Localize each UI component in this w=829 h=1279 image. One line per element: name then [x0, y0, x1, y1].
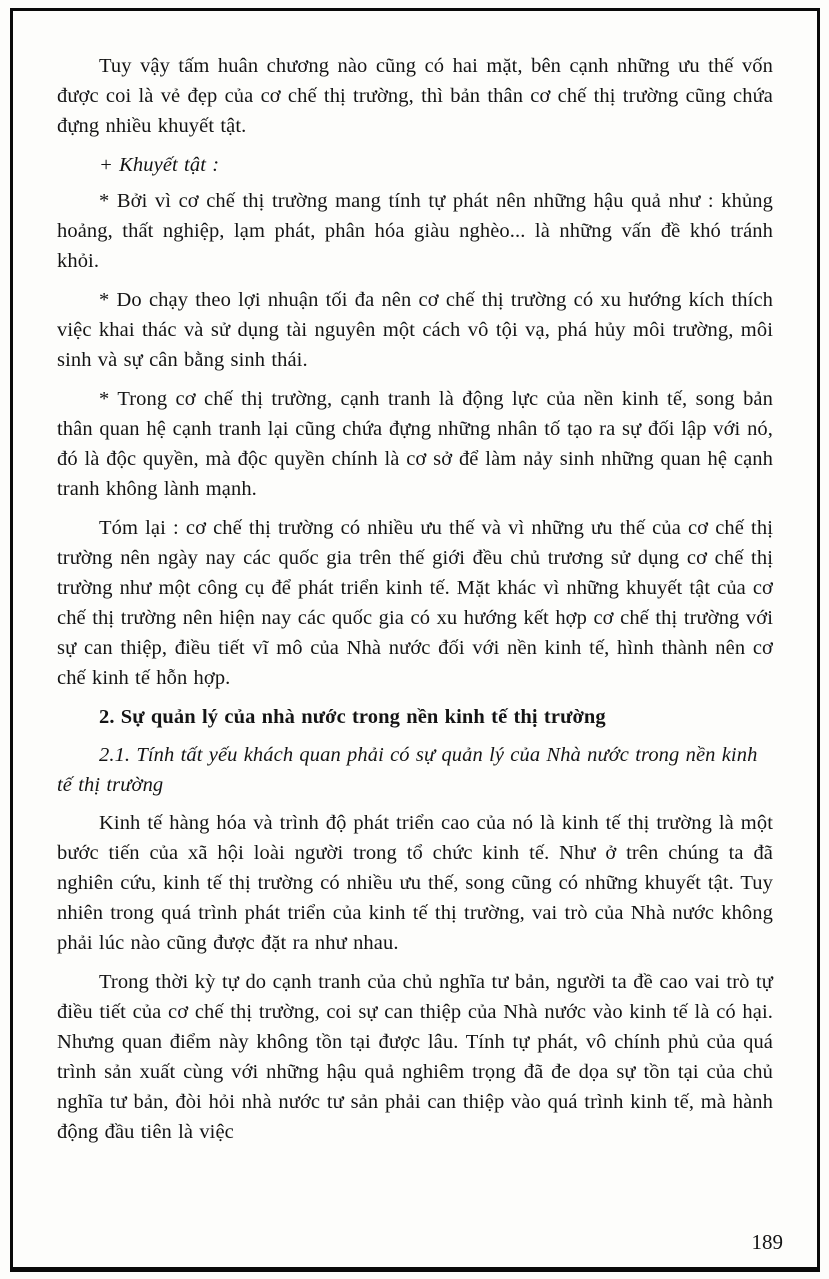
page-number: 189	[751, 1230, 783, 1254]
paragraph-intro: Tuy vậy tấm huân chương nào cũng có hai mặt, bên cạnh những ưu thế vốn được coi là vẻ đẹp của cơ chế thị trường, thì bản thân cơ chế thị trường cũng chứa đựng nhiều khuyết tật.	[57, 55, 773, 137]
paragraph-bullet-3: * Trong cơ chế thị trường, cạnh tranh là động lực của nền kinh tế, song bản thân quan hệ cạnh tranh lại cũng chứa đựng những nhân tố tạo ra sự đối lập với nó, đó là độc quyền, mà độc quyền chính là cơ sở để làm nảy sinh những quan hệ cạnh tranh không lành mạnh.	[57, 388, 773, 500]
text-column	[57, 51, 773, 1147]
paragraph-kinh-te-hang-hoa: Kinh tế hàng hóa và trình độ phát triển cao của nó là kinh tế thị trường là một bước tiến của xã hội loài người trong tổ chức kinh tế. Như ở trên chúng ta đã nghiên cứu, kinh tế thị trường có nhiều ưu thế, song cũng có những khuyết tật. Tuy nhiên trong quá trình phát triển của kinh tế thị trường, vai trò của Nhà nước không phải lúc nào cũng được đặt ra như nhau.	[57, 812, 773, 954]
paragraph-bullet-2: * Do chạy theo lợi nhuận tối đa nên cơ chế thị trường có xu hướng kích thích việc khai thác và sử dụng tài nguyên một cách vô tội vạ, phá hủy môi trường, môi sinh và sự cân bằng sinh thái.	[57, 289, 773, 371]
section-heading-2: 2. Sự quản lý của nhà nước trong nền kinh tế thị trường	[99, 706, 606, 728]
subheading-khuyet-tat: + Khuyết tật :	[99, 154, 220, 176]
paragraph-trong-thoi-ky: Trong thời kỳ tự do cạnh tranh của chủ nghĩa tư bản, người ta đề cao vai trò tự điều tiết của cơ chế thị trường, coi sự can thiệp của Nhà nước vào kinh tế là có hại. Nhưng quan điểm này không tồn tại được lâu. Tính tự phát, vô chính phủ của quá trình sản xuất cùng với những hậu quả nghiêm trọng đã đe dọa sự tồn tại của chủ nghĩa tư bản, đòi hỏi nhà nước tư sản phải can thiệp vào quá trình kinh tế, mà hành động đầu tiên là việc	[57, 971, 773, 1143]
paragraph-bullet-1: * Bởi vì cơ chế thị trường mang tính tự phát nên những hậu quả như : khủng hoảng, thất nghiệp, lạm phát, phân hóa giàu nghèo... là những vấn đề khó tránh khỏi.	[57, 190, 773, 272]
paragraph-tom-lai: Tóm lại : cơ chế thị trường có nhiều ưu thế và vì những ưu thế của cơ chế thị trường nên ngày nay các quốc gia trên thế giới đều chủ trương sử dụng cơ chế thị trường như một công cụ để phát triển kinh tế. Mặt khác vì những khuyết tật của cơ chế thị trường nên hiện nay các quốc gia có xu hướng kết hợp cơ chế thị trường với sự can thiệp, điều tiết vĩ mô của Nhà nước đối với nền kinh tế, hình thành nên cơ chế kinh tế hỗn hợp.	[57, 517, 773, 689]
subsection-heading-2-1: 2.1. Tính tất yếu khách quan phải có sự quản lý của Nhà nước trong nền kinh tế thị trường	[57, 744, 758, 796]
page-border-frame	[10, 8, 820, 1272]
